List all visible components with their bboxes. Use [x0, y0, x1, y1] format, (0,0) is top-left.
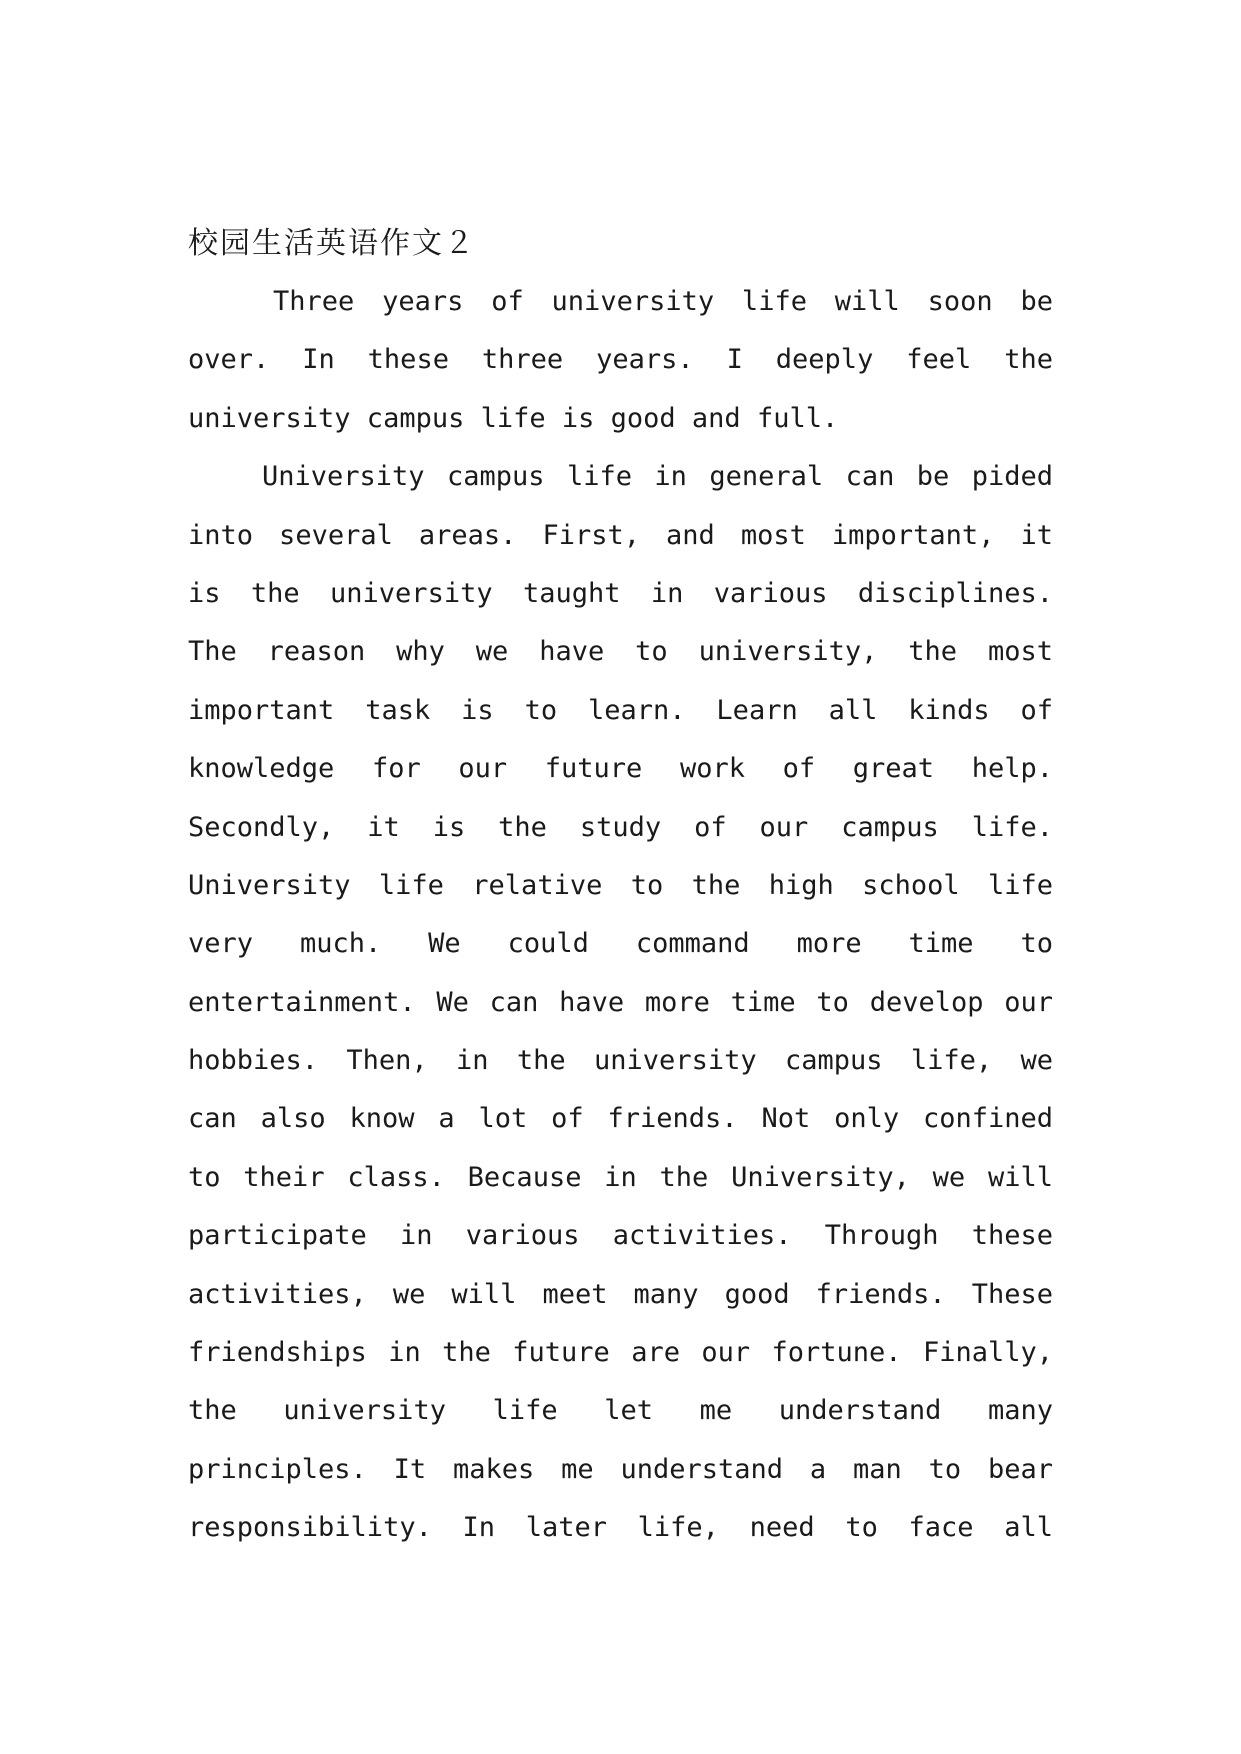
paragraph-2-line-17: the university life let me understand many — [188, 1395, 1053, 1427]
paragraph-2-line-4: The reason why we have to university, the most — [188, 636, 1053, 668]
paragraph-2-line-5: important task is to learn. Learn all kinds of — [188, 694, 1053, 726]
paragraph-2-line-11: hobbies. Then, in the university campus life, we — [188, 1045, 1053, 1077]
document-page — [188, 215, 1053, 1558]
paragraph-2-line-19: responsibility. In later life, need to face all — [188, 1512, 1053, 1544]
paragraph-1-line-1: Three years of university life will soon be — [273, 286, 1053, 317]
paragraph-2-line-2: into several areas. First, and most important, it — [188, 519, 1053, 551]
paragraph-2-line-15: activities, we will meet many good friends. These — [188, 1278, 1053, 1310]
paragraph-2-line-16: friendships in the future are our fortune. Finally, — [188, 1337, 1053, 1369]
paragraph-2-line-12: can also know a lot of friends. Not only confined — [188, 1103, 1053, 1135]
paragraph-2-line-6: knowledge for our future work of great help. — [188, 753, 1053, 785]
paragraph-2-line-10: entertainment. We can have more time to develop our — [188, 986, 1053, 1018]
paragraph-2-line-3: is the university taught in various disciplines. — [188, 577, 1053, 609]
paragraph-2-line-7: Secondly, it is the study of our campus life. — [188, 811, 1053, 843]
paragraph-1-line-3: university campus life is good and full. — [188, 402, 839, 434]
paragraph-2-line-9: very much. We could command more time to — [188, 928, 1053, 960]
paragraph-2-line-14: participate in various activities. Through these — [188, 1220, 1053, 1252]
document-body — [188, 273, 1053, 1558]
paragraph-2-line-8: University life relative to the high school life — [188, 869, 1053, 901]
paragraph-1-line-2: over. In these three years. I deeply feel the — [188, 344, 1053, 376]
document-title: 校园生活英语作文２ — [188, 226, 476, 261]
paragraph-2-line-1: University campus life in general can be pided — [262, 461, 1053, 493]
paragraph-2-line-13: to their class. Because in the University, we will — [188, 1161, 1053, 1193]
paragraph-2-line-18: principles. It makes me understand a man to bear — [188, 1453, 1053, 1485]
